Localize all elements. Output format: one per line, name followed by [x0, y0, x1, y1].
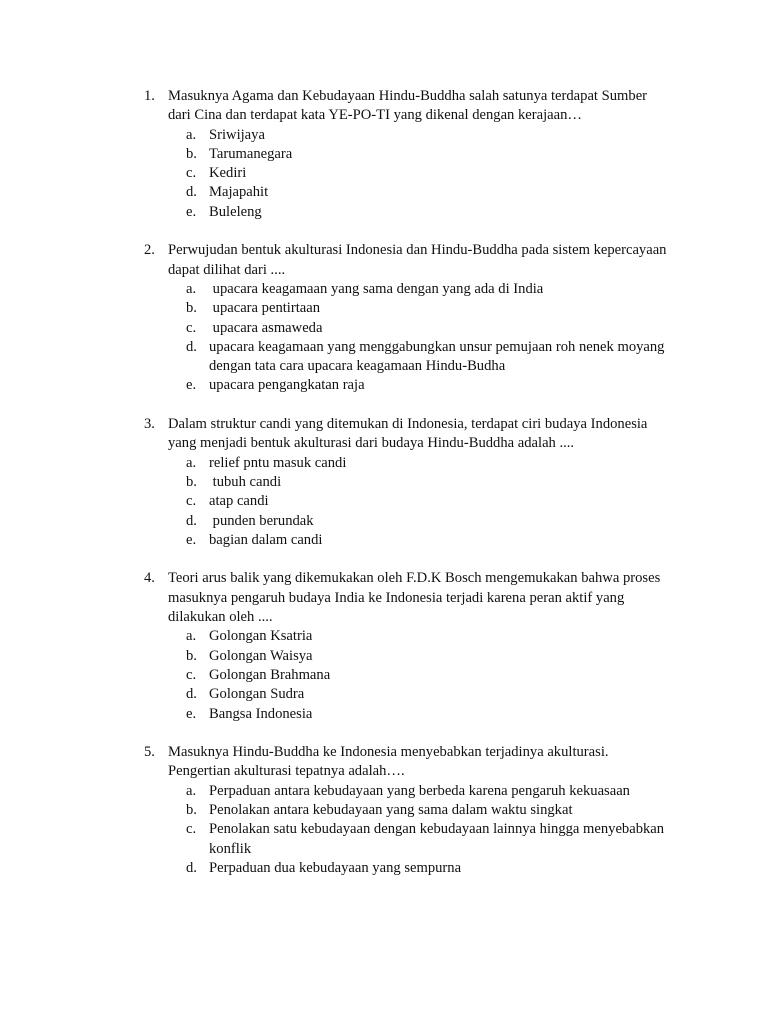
answer-option	[0, 126, 768, 145]
option-text: upacara pentirtaan	[209, 300, 321, 317]
answer-option	[0, 473, 768, 492]
option-letter: a.	[186, 126, 197, 143]
option-text: Majapahit	[209, 184, 269, 201]
question-stem	[0, 87, 768, 126]
option-letter: b.	[186, 300, 197, 317]
question-stem	[0, 241, 768, 280]
option-letter: e.	[186, 377, 197, 394]
answer-option	[0, 685, 768, 704]
option-text: relief pntu masuk candi	[209, 454, 347, 471]
option-text: Golongan Ksatria	[209, 628, 313, 645]
answer-option	[0, 859, 768, 878]
question-number: 3.	[144, 416, 155, 433]
option-text: Golongan Waisya	[209, 647, 313, 664]
answer-option	[0, 666, 768, 685]
question-2	[0, 241, 768, 395]
question-5	[0, 743, 768, 878]
option-letter: d.	[186, 338, 197, 355]
answer-option	[0, 164, 768, 183]
question-3	[0, 415, 768, 550]
answer-option	[0, 183, 768, 202]
answer-option	[0, 299, 768, 318]
option-letter: c.	[186, 666, 197, 683]
option-text: Perpaduan antara kebudayaan yang berbeda karena pengaruh kekuasaan	[209, 782, 630, 799]
option-letter: e.	[186, 203, 197, 220]
answer-option	[0, 801, 768, 820]
question-stem	[0, 415, 768, 454]
answer-option	[0, 627, 768, 646]
option-text: Sriwijaya	[209, 126, 265, 143]
question-text: Dalam struktur candi yang ditemukan di Indonesia, terdapat ciri budaya Indonesia yang menjadi bentuk akulturasi dari budaya Hindu-Buddha adalah ....	[168, 416, 648, 452]
document-page	[0, 87, 768, 897]
question-text: Teori arus balik yang dikemukakan oleh F.D.K Bosch mengemukakan bahwa proses masuknya pengaruh budaya India ke Indonesia terjadi karena peran aktif yang dilakukan oleh ....	[168, 570, 661, 626]
option-letter: a.	[186, 280, 197, 297]
option-text: tubuh candi	[209, 473, 282, 490]
option-letter: e.	[186, 705, 197, 722]
option-letter: a.	[186, 454, 197, 471]
option-text: Bangsa Indonesia	[209, 705, 313, 722]
option-text: Golongan Sudra	[209, 686, 305, 703]
option-text: Penolakan antara kebudayaan yang sama dalam waktu singkat	[209, 801, 573, 818]
answer-option	[0, 203, 768, 222]
question-number: 1.	[144, 88, 155, 104]
option-text: Buleleng	[209, 203, 262, 220]
option-letter: d.	[186, 512, 197, 529]
option-letter: a.	[186, 628, 197, 645]
question-text: Masuknya Agama dan Kebudayaan Hindu-Buddha salah satunya terdapat Sumber dari Cina dan terdapat kata YE-PO-TI yang dikenal dengan kerajaan…	[168, 88, 648, 124]
option-text: bagian dalam candi	[209, 531, 323, 548]
answer-option	[0, 782, 768, 801]
answer-option	[0, 145, 768, 164]
question-text: Masuknya Hindu-Buddha ke Indonesia menyebabkan terjadinya akulturasi. Pengertian akulturasi tepatnya adalah….	[168, 744, 609, 780]
answer-option	[0, 820, 768, 859]
option-letter: c.	[186, 493, 197, 510]
question-stem	[0, 569, 768, 627]
answer-option	[0, 376, 768, 395]
option-text: Golongan Brahmana	[209, 666, 331, 683]
option-letter: c.	[186, 821, 197, 838]
option-letter: d.	[186, 686, 197, 703]
option-text: Kediri	[209, 165, 247, 182]
option-text: upacara asmaweda	[209, 319, 323, 336]
option-letter: b.	[186, 473, 197, 490]
option-letter: b.	[186, 647, 197, 664]
question-number: 2.	[144, 242, 155, 259]
option-text: upacara pengangkatan raja	[209, 377, 365, 394]
option-letter: c.	[186, 165, 197, 182]
option-letter: d.	[186, 859, 197, 876]
question-text: Perwujudan bentuk akulturasi Indonesia dan Hindu-Buddha pada sistem kepercayaan dapat dilihat dari ....	[168, 242, 667, 278]
option-text: upacara keagamaan yang sama dengan yang ada di India	[209, 280, 544, 297]
question-number: 4.	[144, 570, 155, 587]
question-4	[0, 569, 768, 723]
option-letter: a.	[186, 782, 197, 799]
answer-option	[0, 454, 768, 473]
answer-option	[0, 319, 768, 338]
answer-option	[0, 705, 768, 724]
question-number: 5.	[144, 744, 155, 761]
answer-option	[0, 531, 768, 550]
option-text: Perpaduan dua kebudayaan yang sempurna	[209, 859, 462, 876]
option-letter: e.	[186, 531, 197, 548]
question-1	[0, 87, 768, 222]
answer-option	[0, 512, 768, 531]
option-text: Tarumanegara	[209, 145, 293, 162]
option-letter: c.	[186, 319, 197, 336]
option-text: atap candi	[209, 493, 269, 510]
option-letter: d.	[186, 184, 197, 201]
answer-option	[0, 280, 768, 299]
answer-option	[0, 647, 768, 666]
option-text: Penolakan satu kebudayaan dengan kebudayaan lainnya hingga menyebabkan konflik	[209, 821, 668, 857]
answer-option	[0, 338, 768, 377]
option-letter: b.	[186, 145, 197, 162]
option-letter: b.	[186, 801, 197, 818]
answer-option	[0, 492, 768, 511]
option-text: upacara keagamaan yang menggabungkan unsur pemujaan roh nenek moyang dengan tata cara upacara keagamaan Hindu-Budha	[209, 338, 669, 375]
question-stem	[0, 743, 768, 782]
option-text: punden berundak	[209, 512, 314, 529]
